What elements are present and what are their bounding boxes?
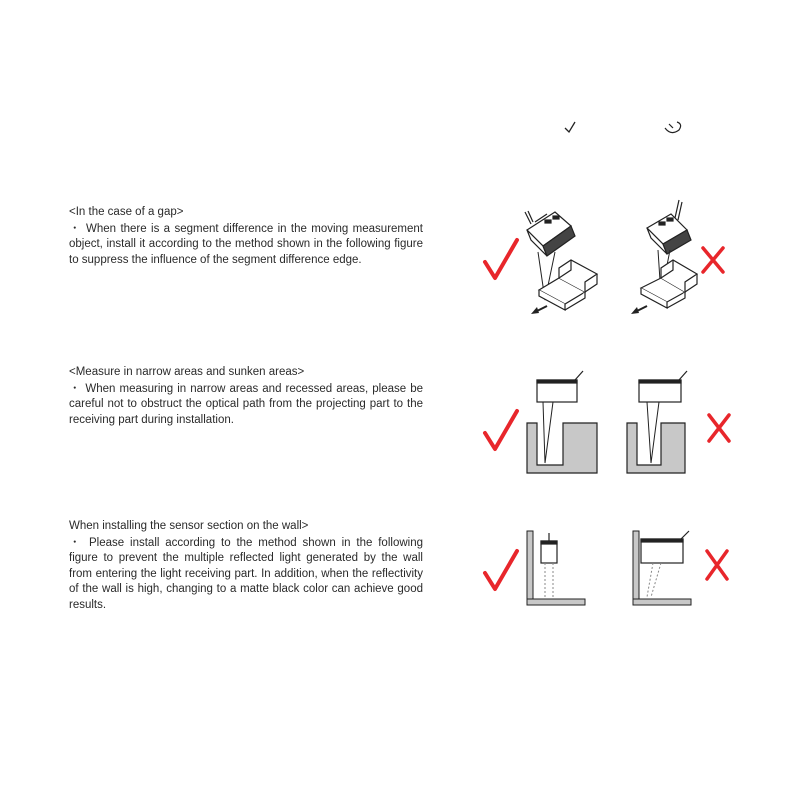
sensor-ng	[639, 371, 687, 402]
cross-mark-icon	[709, 415, 729, 441]
cross-mark-icon	[703, 248, 723, 272]
section-wall	[69, 519, 423, 613]
section-heading: When installing the sensor section on the wall>	[69, 520, 309, 532]
sensor-ng	[641, 531, 689, 563]
stepped-object	[641, 260, 697, 308]
section-narrow	[69, 365, 423, 428]
figure-narrow	[475, 365, 740, 475]
recess-ok	[527, 423, 597, 473]
top-partial-figure	[555, 118, 695, 148]
section-body: ・ When there is a segment difference in the moving measurement object, install it according to the method shown in the following figure to suppress the influence of the segment difference edge.	[69, 222, 423, 266]
check-mark-icon	[485, 551, 517, 589]
sensor-ok	[537, 371, 583, 402]
recess-ng	[627, 423, 685, 473]
check-mark-icon	[485, 240, 517, 278]
section-heading: <Measure in narrow areas and sunken areas>	[69, 366, 305, 378]
cross-mark-icon	[707, 551, 727, 579]
sensor-ng	[647, 200, 691, 254]
section-body: ・ Please install according to the method shown in the following figure to prevent the multiple reflected light generated by the wall from entering the light receiving part. In addition, when the reflectivity of the wall is high, changing to a matte black color can achieve good results.	[69, 536, 423, 611]
stepped-object	[539, 260, 597, 310]
section-body: ・ When measuring in narrow areas and recessed areas, please be careful not to obstruct the optical path from the projecting part to the receiving part during installation.	[69, 382, 423, 426]
check-mark-icon	[485, 411, 517, 449]
figure-gap	[475, 192, 735, 322]
sensor-ok	[541, 533, 557, 563]
sensor-ok	[525, 211, 575, 256]
section-heading: <In the case of a gap>	[69, 206, 184, 218]
section-gap	[69, 205, 423, 268]
figure-wall	[475, 525, 740, 610]
